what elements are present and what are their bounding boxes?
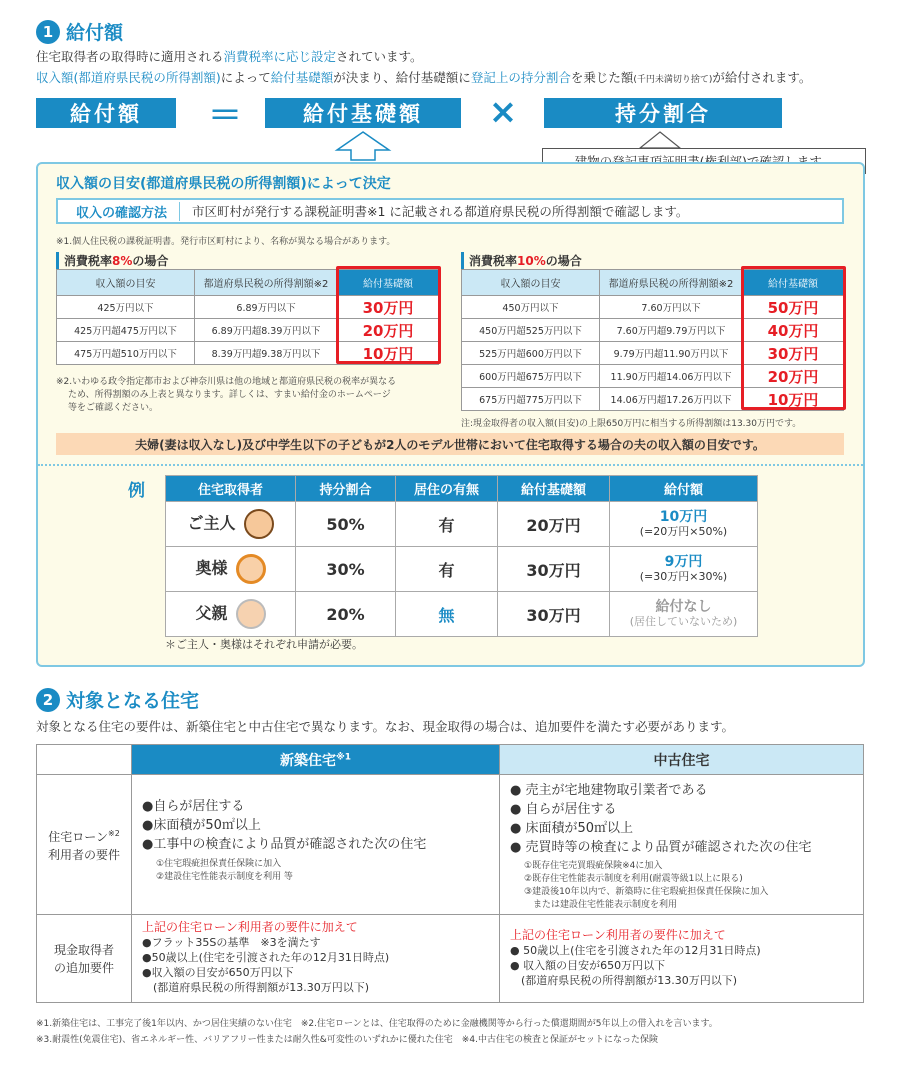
rate10-base: 30万円 (743, 342, 844, 365)
rate10-tax: 11.90万円超14.06万円以下 (600, 365, 743, 388)
section1-header (36, 18, 123, 45)
rate8-heading-rate: 8% (112, 254, 133, 268)
intro2-text-end: が給付されます。 (712, 70, 812, 85)
rate8-table (56, 269, 439, 365)
rate8-income: 475万円超510万円以下 (57, 342, 195, 365)
rate10-income: 450万円以下 (462, 296, 600, 319)
note2-line3: 等をご確認ください。 (68, 403, 159, 413)
rate10-income: 600万円超675万円以下 (462, 365, 600, 388)
rate8-header-row (57, 270, 439, 296)
new-loan-requirements (132, 775, 500, 915)
row-loan-label-b: 利用者の要件 (47, 848, 120, 862)
rate8-base: 20万円 (338, 319, 439, 342)
example-share: 30% (296, 547, 396, 592)
example-header-amount: 給付額 (610, 476, 758, 502)
rate10-tax: 7.60万円以下 (600, 296, 743, 319)
new-cash-requirements (132, 915, 500, 1003)
example-amount (610, 502, 758, 547)
intro1-text: 住宅取得者の取得時に適用される (36, 49, 224, 64)
table-row (57, 296, 439, 319)
list-item: ● 売買時等の検査により品質が確認された次の住宅 (510, 840, 812, 855)
section1-intro-line2 (36, 68, 811, 86)
table-row (166, 502, 758, 547)
example-header-who: 住宅取得者 (166, 476, 296, 502)
example-amount-calc: (=30万円×30%) (639, 570, 728, 583)
section2-intro: 対象となる住宅の要件は、新築住宅と中古住宅で異なります。なお、現金取得の場合は、追加要件を満たす必要があります。 (36, 719, 735, 734)
intro1-highlight: 消費税率に応じ設定 (223, 49, 337, 64)
list-sub-item: または建設住宅性能表示制度を利用 (524, 900, 678, 910)
example-header-share: 持分割合 (296, 476, 396, 502)
example-share: 20% (296, 592, 396, 637)
col-new-sup: ※1 (335, 751, 351, 762)
example-footnote: ＊ご主人・奥様はそれぞれ申請が必要。 (165, 638, 363, 651)
note1: ※1.個人住民税の課税証明書。発行市区町村により、名称が異なる場合があります。 (56, 237, 396, 247)
rate10-base: 20万円 (743, 365, 844, 388)
intro2-text: によって (220, 70, 271, 85)
rate10-heading-b: の場合 (545, 254, 582, 268)
example-who (166, 502, 296, 547)
panel-title: 収入額の目安(都道府県民税の所得割額)によって決定 (56, 176, 391, 192)
rate10-tax: 7.60万円超9.79万円以下 (600, 319, 743, 342)
intro2-highlight-base: 給付基礎額 (270, 70, 334, 85)
up-arrow-icon (333, 130, 393, 162)
table-row (37, 915, 864, 1003)
requirements-header-new (132, 745, 500, 775)
requirements-table (36, 744, 864, 1003)
example-header-live: 居住の有無 (396, 476, 498, 502)
rate10-base: 10万円 (743, 388, 844, 411)
rate10-base: 40万円 (743, 319, 844, 342)
list-item: ●床面積が50㎡以上 (142, 818, 261, 833)
rate10-heading-rate: 10% (517, 254, 546, 268)
rate8-income: 425万円超475万円以下 (57, 319, 195, 342)
example-amount-calc: (=20万円×50%) (639, 525, 728, 538)
list-sub-item: ②既存住宅性能表示制度を利用(耐震等級1以上に限る) (524, 874, 743, 884)
table-row (462, 296, 844, 319)
rate10-tax: 9.79万円超11.90万円以下 (600, 342, 743, 365)
rate8-base: 10万円 (338, 342, 439, 365)
row-loan-label (37, 775, 132, 915)
rate10-income: 450万円超525万円以下 (462, 319, 600, 342)
used-cash-heading: 上記の住宅ローン利用者の要件に加えて (510, 928, 726, 942)
example-header-row (166, 476, 758, 502)
rate8-header-base: 給付基礎額 (338, 270, 439, 296)
row-cash-label (37, 915, 132, 1003)
rate8-header-income: 収入額の目安 (57, 270, 195, 296)
rate8-base: 30万円 (338, 296, 439, 319)
section2-header (36, 686, 199, 713)
row-loan-label-sup: ※2 (107, 829, 120, 838)
confirm-method-label: 収入の確認方法 (58, 202, 180, 221)
rate8-tax: 8.39万円超9.38万円以下 (195, 342, 338, 365)
rate8-heading-a: 消費税率 (64, 254, 113, 268)
rate8-tax: 6.89万円以下 (195, 296, 338, 319)
rate10-table (461, 269, 844, 411)
section1-number: 1 (36, 20, 60, 44)
rate10-heading-a: 消費税率 (469, 254, 518, 268)
section2-number: 2 (36, 688, 60, 712)
rate10-header-base: 給付基礎額 (743, 270, 844, 296)
example-amount-calc: (居住していないため) (629, 615, 738, 628)
rate8-heading (56, 252, 168, 269)
table-row (57, 319, 439, 342)
table-row (462, 342, 844, 365)
rate10-header-tax: 都道府県民税の所得割額※2 (600, 270, 743, 296)
list-item: ● 床面積が50㎡以上 (510, 821, 634, 836)
formula-payment: 給付額 (36, 98, 176, 128)
rate10-tax: 14.06万円超17.26万円以下 (600, 388, 743, 411)
table-row (166, 592, 758, 637)
rate10-income: 675万円超775万円以下 (462, 388, 600, 411)
example-base: 30万円 (498, 547, 610, 592)
list-item: (都道府県民税の所得割額が13.30万円以下) (510, 974, 738, 987)
table-row (462, 388, 844, 411)
list-item: ● 売主が宅地建物取引業者である (510, 783, 708, 798)
table-row (57, 342, 439, 365)
example-live: 無 (396, 592, 498, 637)
father-avatar-icon (236, 599, 266, 629)
example-share: 50% (296, 502, 396, 547)
example-amount-value: 給付なし (655, 599, 712, 615)
table-row (37, 775, 864, 915)
intro2-highlight-income: 収入額(都道府県民税の所得割額) (36, 70, 221, 85)
row-cash-label-a: 現金取得者 (53, 942, 114, 957)
list-sub-item: ①既存住宅売買瑕疵保険※4に加入 (524, 861, 663, 871)
table-row (166, 547, 758, 592)
footnote-1: ※1.新築住宅は、工事完了後1年以内、かつ居住実績のない住宅 ※2.住宅ローンとは、住宅取得のために金融機関等から行った償還期間が5年以上の借入れを言います。 (36, 1019, 718, 1029)
rate10-header-row (462, 270, 844, 296)
formula-times-sign: × (488, 92, 518, 132)
wife-avatar-icon (236, 554, 266, 584)
example-amount-value: 9万円 (664, 554, 703, 570)
confirm-method-text: 市区町村が発行する課税証明書※1 に記載される都道府県民税の所得割額で確認します。 (192, 204, 689, 219)
note-cash: 注:現金取得者の収入額(目安)の上限650万円に相当する所得割額は13.30万円です。 (461, 419, 802, 429)
section1-intro-line1 (36, 47, 423, 65)
section1-title: 給付額 (66, 22, 124, 44)
table-row (462, 319, 844, 342)
example-live: 有 (396, 502, 498, 547)
requirements-header-blank (37, 745, 132, 775)
list-item: ●工事中の検査により品質が確認された次の住宅 (142, 837, 427, 852)
list-sub-item: ③建設後10年以内で、新築時に住宅瑕疵担保責任保険に加入 (524, 887, 769, 897)
list-item: ● 50歳以上(住宅を引渡された年の12月31日時点) (510, 944, 761, 957)
list-item: ●50歳以上(住宅を引渡された年の12月31日時点) (142, 951, 390, 964)
model-household-note: 夫婦(妻は収入なし)及び中学生以下の子どもが2人のモデル世帯において住宅取得する場合の夫の収入額の目安です。 (56, 433, 844, 455)
formula-share-ratio: 持分割合 (544, 98, 782, 128)
list-item: ●自らが居住する (142, 799, 245, 814)
row-cash-label-b: の追加要件 (53, 960, 114, 975)
example-header-base: 給付基礎額 (498, 476, 610, 502)
rate10-header-income: 収入額の目安 (462, 270, 600, 296)
example-label: 例 (128, 481, 145, 501)
note2 (56, 376, 396, 415)
rate8-header-tax: 都道府県民税の所得割額※2 (195, 270, 338, 296)
example-who (166, 592, 296, 637)
col-new-label: 新築住宅 (279, 752, 336, 769)
rate10-base: 50万円 (743, 296, 844, 319)
example-who-label: ご主人 (187, 513, 236, 533)
example-amount-value: 10万円 (659, 509, 708, 525)
new-cash-heading: 上記の住宅ローン利用者の要件に加えて (142, 920, 358, 934)
rate8-tax: 6.89万円超8.39万円以下 (195, 319, 338, 342)
intro2-highlight-share: 登記上の持分割合 (470, 70, 571, 85)
intro2-rounding-note: (千円未満切り捨て) (633, 75, 713, 85)
list-sub-item: ①住宅瑕疵担保責任保険に加入 (156, 859, 282, 869)
requirements-header-row (37, 745, 864, 775)
up-arrow-small-icon (635, 130, 685, 150)
requirements-header-used: 中古住宅 (500, 745, 864, 775)
used-loan-requirements (500, 775, 864, 915)
list-item: ●フラット35Sの基準 ※3を満たす (142, 936, 321, 949)
example-base: 20万円 (498, 502, 610, 547)
list-item: ● 収入額の目安が650万円以下 (510, 959, 666, 972)
example-base: 30万円 (498, 592, 610, 637)
list-sub-item: ②建設住宅性能表示制度を利用 等 (156, 872, 293, 882)
intro2-text3: を乗じた額 (570, 70, 634, 85)
formula-base-amount: 給付基礎額 (265, 98, 461, 128)
example-who-label: 奥様 (195, 558, 228, 578)
intro2-text2: が決まり、給付基礎額に (333, 70, 471, 85)
section2-title: 対象となる住宅 (66, 690, 200, 712)
example-amount (610, 547, 758, 592)
list-item: (都道府県民税の所得割額が13.30万円以下) (142, 981, 370, 994)
rate10-heading (461, 252, 582, 269)
row-loan-label-a: 住宅ローン (48, 830, 108, 844)
table-row (462, 365, 844, 388)
note2-line1: ※2.いわゆる政令指定都市および神奈川県は他の地域と都道府県民税の税率が異なる (56, 377, 397, 387)
rate10-income: 525万円超600万円以下 (462, 342, 600, 365)
list-item: ● 自らが居住する (510, 802, 617, 817)
husband-avatar-icon (244, 509, 274, 539)
used-cash-requirements (500, 915, 864, 1003)
example-who-label: 父親 (195, 603, 228, 623)
example-amount (610, 592, 758, 637)
note2-line2: ため、所得割額のみ上表と異なります。詳しくは、すまい給付金のホームページ (68, 390, 391, 400)
example-live: 有 (396, 547, 498, 592)
panel-divider (38, 464, 863, 466)
footnote-2: ※3.耐震性(免震住宅)、省エネルギー性、バリアフリー性または耐久性&可変性のいずれかに優れた住宅 ※4.中古住宅の検査と保証がセットになった保険 (36, 1035, 658, 1045)
rate8-heading-b: の場合 (132, 254, 169, 268)
example-table (165, 475, 758, 637)
intro1-text-end: されています。 (336, 49, 423, 64)
confirm-method-box (56, 198, 844, 224)
list-item: ●収入額の目安が650万円以下 (142, 966, 294, 979)
rate8-income: 425万円以下 (57, 296, 195, 319)
formula-equals-sign: ＝ (208, 95, 242, 136)
example-who (166, 547, 296, 592)
